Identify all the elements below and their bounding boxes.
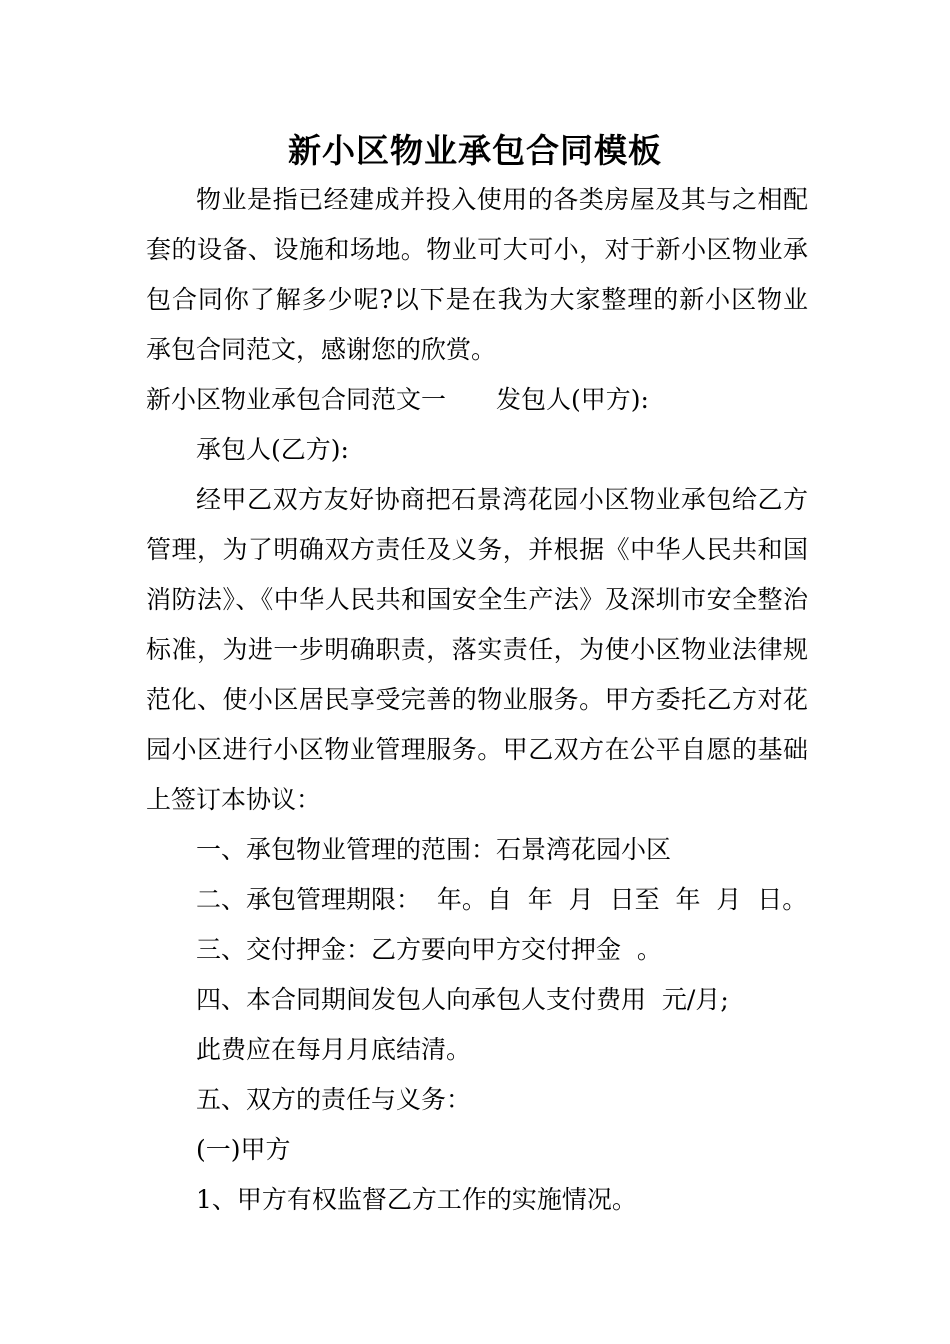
intro-paragraph: 物业是指已经建成并投入使用的各类房屋及其与之相配套的设备、设施和场地。物业可大可小，对于新小区物业承包合同你了解多少呢?以下是在我为大家整理的新小区物业承包合同范文，感谢您的欣赏。 xyxy=(146,185,808,364)
document-title: 新小区物业承包合同模板 xyxy=(288,131,662,170)
clause-responsibilities: 五、双方的责任与义务： xyxy=(196,1085,472,1114)
party-b-paragraph: 承包人(乙方): xyxy=(196,435,349,464)
clause-scope: 一、承包物业管理的范围：石景湾花园小区 xyxy=(196,835,672,864)
clause-fee: 四、本合同期间发包人向承包人支付费用 元/月; xyxy=(196,985,729,1014)
sample-heading-paragraph: 新小区物业承包合同范文一 发包人(甲方): xyxy=(146,385,649,414)
clause-fee-settlement: 此费应在每月月底结清。 xyxy=(196,1035,472,1064)
party-a-item-1: 1、甲方有权监督乙方工作的实施情况。 xyxy=(196,1185,637,1214)
clause-deposit: 三、交付押金：乙方要向甲方交付押金 。 xyxy=(196,935,662,964)
document-body xyxy=(146,175,808,1225)
party-a-heading: (一)甲方 xyxy=(196,1135,291,1164)
agreement-paragraph: 经甲乙双方友好协商把石景湾花园小区物业承包给乙方管理，为了明确双方责任及义务，并根据《中华人民共和国消防法》、《中华人民共和国安全生产法》及深圳市安全整治标准，为进一步明确职责，落实责任，为使小区物业法律规范化、使小区居民享受完善的物业服务。甲方委托乙方对花园小区进行小区物业管理服务。甲乙双方在公平自愿的基础上签订本协议： xyxy=(146,485,808,814)
clause-term: 二、承包管理期限： 年。自 年 月 日至 年 月 日。 xyxy=(196,885,808,914)
